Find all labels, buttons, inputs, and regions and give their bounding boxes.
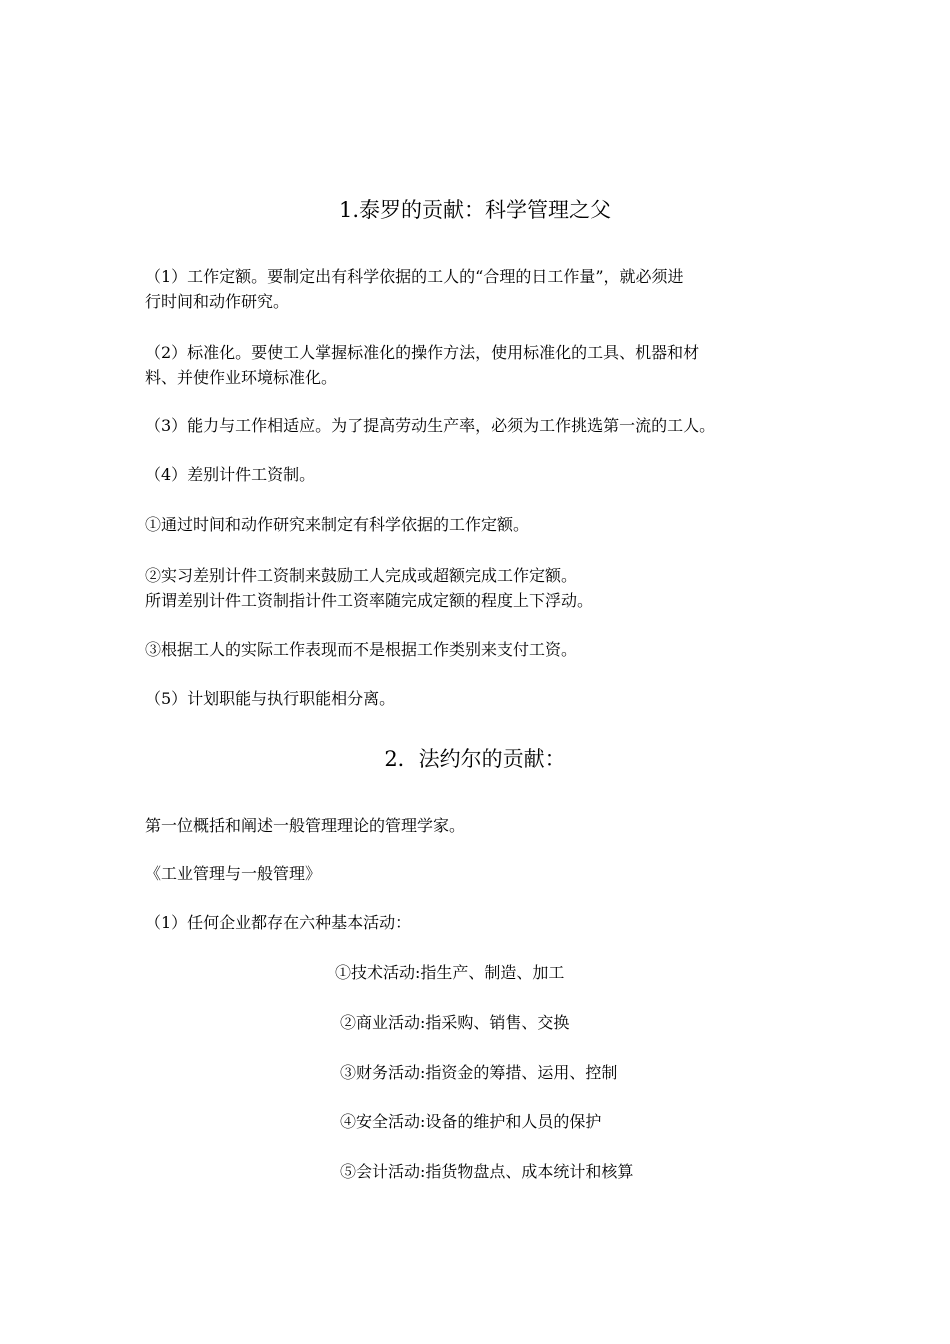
section2-p1: （1）任何企业都存在六种基本活动： <box>145 913 412 932</box>
section1-p2-line1: （2）标准化。要使工人掌握标准化的操作方法，使用标准化的工具、机器和材 <box>145 343 700 362</box>
section1-p3: （3）能力与工作相适应。为了提高劳动生产率，必须为工作挑选第一流的工人。 <box>145 416 716 435</box>
section2-book-title: 《工业管理与一般管理》 <box>145 864 322 883</box>
section1-p4: （4）差别计件工资制。 <box>145 465 316 484</box>
activity-item-commercial: ②商业活动:指采购、销售、交换 <box>340 1013 570 1032</box>
activity-item-accounting: ⑤会计活动:指货物盘点、成本统计和核算 <box>340 1162 634 1181</box>
section2-intro: 第一位概括和阐述一般管理理论的管理学家。 <box>145 816 466 835</box>
section1-p4-b-line1: ②实习差别计件工资制来鼓励工人完成或超额完成工作定额。 <box>145 566 578 585</box>
section1-p4-a: ①通过时间和动作研究来制定有科学依据的工作定额。 <box>145 515 530 534</box>
activity-item-security: ④安全活动:设备的维护和人员的保护 <box>340 1112 602 1131</box>
section1-title: 1.泰罗的贡献：科学管理之父 <box>338 198 612 222</box>
section2-title: 2．法约尔的贡献： <box>384 747 566 771</box>
section1-p1-line1: （1）工作定额。要制定出有科学依据的工人的“合理的日工作量”，就必须进 <box>145 267 684 286</box>
activity-item-technical: ①技术活动:指生产、制造、加工 <box>335 963 565 982</box>
section1-p4-c: ③根据工人的实际工作表现而不是根据工作类别来支付工资。 <box>145 640 578 659</box>
section1-p2-line2: 料、并使作业环境标准化。 <box>145 368 338 387</box>
section1-p1-line2: 行时间和动作研究。 <box>145 292 290 311</box>
activity-item-financial: ③财务活动:指资金的筹措、运用、控制 <box>340 1063 618 1082</box>
section1-p5: （5）计划职能与执行职能相分离。 <box>145 689 396 708</box>
section1-p4-b-line2: 所谓差别计件工资制指计件工资率随完成定额的程度上下浮动。 <box>145 591 594 610</box>
